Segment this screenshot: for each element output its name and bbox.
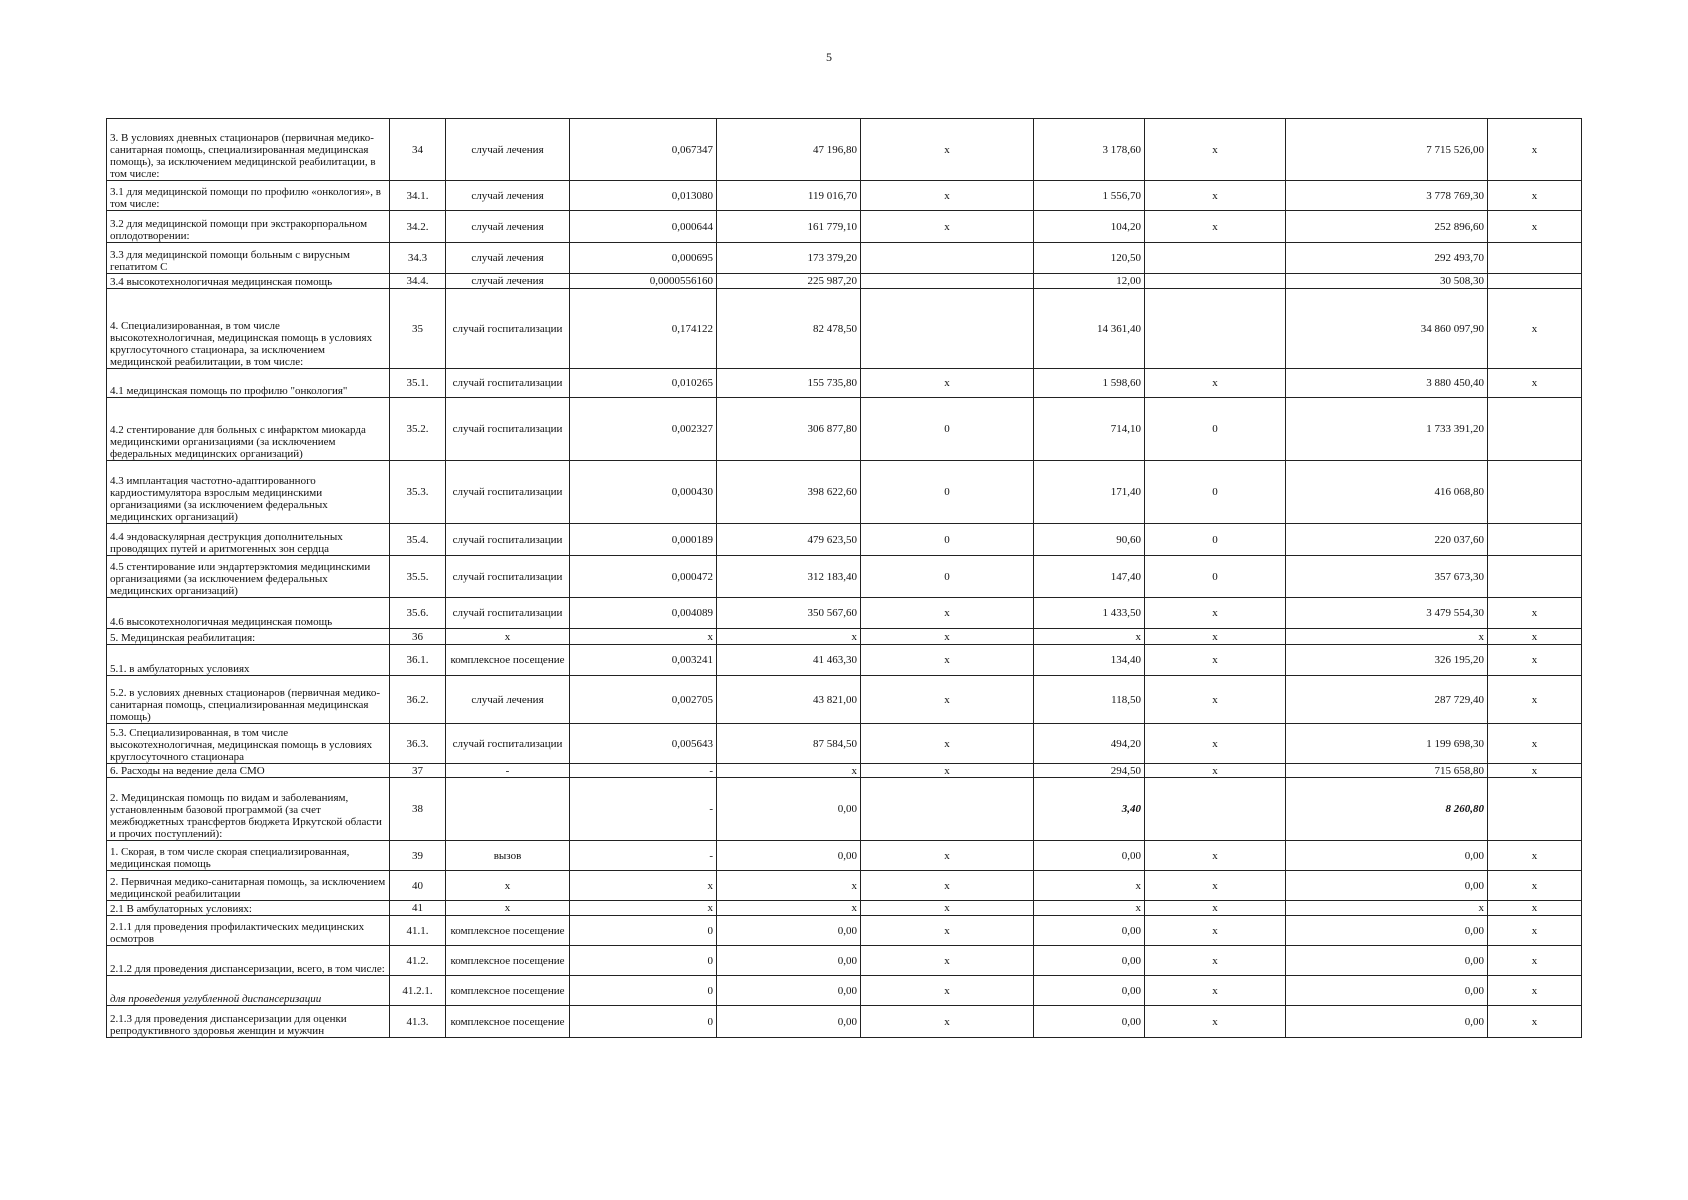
row-unit: случай лечения <box>446 211 570 243</box>
row-value-3: х <box>861 676 1034 724</box>
row-value-1: 0,067347 <box>570 119 717 181</box>
row-code: 41.2.1. <box>390 976 446 1006</box>
row-value-1: х <box>570 901 717 916</box>
row-code: 40 <box>390 871 446 901</box>
row-code: 35.6. <box>390 598 446 629</box>
table-row <box>107 871 1582 901</box>
row-value-1: 0,000695 <box>570 243 717 274</box>
row-value-7 <box>1488 461 1582 524</box>
row-value-5: х <box>1145 1006 1286 1038</box>
row-value-5 <box>1145 289 1286 369</box>
row-value-7: х <box>1488 901 1582 916</box>
row-unit: случай госпитализации <box>446 598 570 629</box>
table-row <box>107 1006 1582 1038</box>
row-unit: случай госпитализации <box>446 724 570 764</box>
row-code: 35 <box>390 289 446 369</box>
row-value-1: 0,002327 <box>570 398 717 461</box>
row-value-5: х <box>1145 181 1286 211</box>
row-value-4: 3 178,60 <box>1034 119 1145 181</box>
row-value-7: х <box>1488 1006 1582 1038</box>
row-value-2: х <box>717 901 861 916</box>
row-value-2: 0,00 <box>717 778 861 841</box>
row-unit <box>446 778 570 841</box>
row-value-2: 0,00 <box>717 916 861 946</box>
row-code: 41.2. <box>390 946 446 976</box>
page-number: 5 <box>826 50 832 64</box>
row-value-4: 12,00 <box>1034 274 1145 289</box>
row-value-4: 118,50 <box>1034 676 1145 724</box>
row-value-7: х <box>1488 629 1582 645</box>
data-table <box>106 118 1582 1038</box>
row-value-4: х <box>1034 629 1145 645</box>
row-value-5: 0 <box>1145 461 1286 524</box>
row-value-2: 350 567,60 <box>717 598 861 629</box>
row-value-3: х <box>861 119 1034 181</box>
row-name: 2.1.3 для проведения диспансеризации для оценки репродуктивного здоровья женщин и мужчин <box>107 1006 390 1038</box>
row-value-6: 292 493,70 <box>1286 243 1488 274</box>
row-value-2: 43 821,00 <box>717 676 861 724</box>
row-value-3: х <box>861 871 1034 901</box>
row-value-1: 0,004089 <box>570 598 717 629</box>
row-value-7: х <box>1488 289 1582 369</box>
row-value-7 <box>1488 524 1582 556</box>
row-value-3: 0 <box>861 556 1034 598</box>
table-row <box>107 181 1582 211</box>
row-value-4: 90,60 <box>1034 524 1145 556</box>
row-value-3: х <box>861 946 1034 976</box>
row-value-5: х <box>1145 598 1286 629</box>
row-value-6: 3 778 769,30 <box>1286 181 1488 211</box>
row-value-5: х <box>1145 369 1286 398</box>
table-row <box>107 629 1582 645</box>
table-row <box>107 724 1582 764</box>
row-value-3: х <box>861 841 1034 871</box>
row-value-1: 0,000189 <box>570 524 717 556</box>
row-name: 5.1. в амбулаторных условиях <box>107 645 390 676</box>
table-row <box>107 289 1582 369</box>
row-value-2: х <box>717 764 861 778</box>
row-value-2: 161 779,10 <box>717 211 861 243</box>
row-value-6: 1 199 698,30 <box>1286 724 1488 764</box>
row-value-5 <box>1145 778 1286 841</box>
table-row <box>107 274 1582 289</box>
row-value-2: х <box>717 629 861 645</box>
row-value-1: - <box>570 778 717 841</box>
row-value-5: 0 <box>1145 398 1286 461</box>
row-name: 3.1 для медицинской помощи по профилю «онкология», в том числе: <box>107 181 390 211</box>
row-value-6: 34 860 097,90 <box>1286 289 1488 369</box>
row-value-1: 0,174122 <box>570 289 717 369</box>
row-value-3: х <box>861 598 1034 629</box>
row-value-7: х <box>1488 916 1582 946</box>
row-value-1: 0 <box>570 946 717 976</box>
row-value-6: 0,00 <box>1286 1006 1488 1038</box>
row-name: 3.3 для медицинской помощи больным с вирусным гепатитом С <box>107 243 390 274</box>
row-name: 4.4 эндоваскулярная деструкция дополнительных проводящих путей и аритмогенных зон сердца <box>107 524 390 556</box>
row-name: 2.1.2 для проведения диспансеризации, всего, в том числе: <box>107 946 390 976</box>
row-value-4: 14 361,40 <box>1034 289 1145 369</box>
row-name: 4.3 имплантация частотно-адаптированного кардиостимулятора взрослым медицинскими организациями (за исключением федеральных медицинских организаций) <box>107 461 390 524</box>
row-unit: комплексное посещение <box>446 645 570 676</box>
row-value-1: 0,010265 <box>570 369 717 398</box>
row-value-2: 41 463,30 <box>717 645 861 676</box>
table-row <box>107 598 1582 629</box>
row-value-7: х <box>1488 211 1582 243</box>
row-value-4: 1 598,60 <box>1034 369 1145 398</box>
row-value-5 <box>1145 274 1286 289</box>
row-value-3 <box>861 289 1034 369</box>
table-row <box>107 645 1582 676</box>
table-row <box>107 901 1582 916</box>
row-code: 34.1. <box>390 181 446 211</box>
row-value-1: 0,002705 <box>570 676 717 724</box>
table-row <box>107 946 1582 976</box>
row-unit: случай лечения <box>446 676 570 724</box>
row-value-4: 1 556,70 <box>1034 181 1145 211</box>
row-value-1: - <box>570 841 717 871</box>
row-value-7: х <box>1488 841 1582 871</box>
table-row <box>107 976 1582 1006</box>
row-value-6: 8 260,80 <box>1286 778 1488 841</box>
row-name: 4.2 стентирование для больных с инфарктом миокарда медицинскими организациями (за исключением федеральных медицинских организаций) <box>107 398 390 461</box>
row-value-1: 0 <box>570 976 717 1006</box>
row-value-6: 0,00 <box>1286 871 1488 901</box>
row-code: 35.1. <box>390 369 446 398</box>
row-value-3: х <box>861 645 1034 676</box>
row-value-6: х <box>1286 629 1488 645</box>
row-value-6: 1 733 391,20 <box>1286 398 1488 461</box>
row-value-2: 82 478,50 <box>717 289 861 369</box>
row-value-3: х <box>861 1006 1034 1038</box>
row-name: 2. Медицинская помощь по видам и заболеваниям, установленным базовой программой (за счет межбюджетных трансфертов бюджета Иркутской области и прочих поступлений): <box>107 778 390 841</box>
row-unit: случай лечения <box>446 243 570 274</box>
row-value-7: х <box>1488 976 1582 1006</box>
row-value-2: 0,00 <box>717 976 861 1006</box>
row-unit: случай госпитализации <box>446 524 570 556</box>
table-row <box>107 524 1582 556</box>
row-value-2: 0,00 <box>717 841 861 871</box>
row-value-3: х <box>861 916 1034 946</box>
row-value-1: 0,000430 <box>570 461 717 524</box>
row-code: 35.4. <box>390 524 446 556</box>
row-value-2: 47 196,80 <box>717 119 861 181</box>
row-code: 39 <box>390 841 446 871</box>
row-value-7: х <box>1488 764 1582 778</box>
row-value-5: х <box>1145 629 1286 645</box>
row-name: 5. Медицинская реабилитация: <box>107 629 390 645</box>
row-value-6: х <box>1286 901 1488 916</box>
table-row <box>107 369 1582 398</box>
row-value-5: х <box>1145 976 1286 1006</box>
row-name: 1. Скорая, в том числе скорая специализированная, медицинская помощь <box>107 841 390 871</box>
row-code: 36.2. <box>390 676 446 724</box>
row-code: 35.3. <box>390 461 446 524</box>
row-value-1: 0,000472 <box>570 556 717 598</box>
row-value-5: х <box>1145 841 1286 871</box>
row-value-1: 0 <box>570 1006 717 1038</box>
row-value-7: х <box>1488 724 1582 764</box>
row-value-6: 220 037,60 <box>1286 524 1488 556</box>
row-value-6: 0,00 <box>1286 841 1488 871</box>
row-value-5: х <box>1145 946 1286 976</box>
table-row <box>107 676 1582 724</box>
row-code: 35.2. <box>390 398 446 461</box>
row-value-5: х <box>1145 645 1286 676</box>
row-unit: случай госпитализации <box>446 289 570 369</box>
row-value-3: 0 <box>861 461 1034 524</box>
row-value-3: х <box>861 369 1034 398</box>
row-code: 34 <box>390 119 446 181</box>
row-value-1: 0,003241 <box>570 645 717 676</box>
row-value-6: 0,00 <box>1286 946 1488 976</box>
row-unit: случай госпитализации <box>446 398 570 461</box>
row-value-6: 287 729,40 <box>1286 676 1488 724</box>
row-code: 41 <box>390 901 446 916</box>
table-row <box>107 211 1582 243</box>
row-value-4: 3,40 <box>1034 778 1145 841</box>
row-value-3 <box>861 243 1034 274</box>
row-value-2: 0,00 <box>717 1006 861 1038</box>
row-value-5 <box>1145 243 1286 274</box>
row-value-4: 104,20 <box>1034 211 1145 243</box>
row-code: 35.5. <box>390 556 446 598</box>
row-name: для проведения углубленной диспансеризации <box>107 976 390 1006</box>
row-name: 4. Специализированная, в том числе высокотехнологичная, медицинская помощь в условиях круглосуточного стационара, за исключением медицинской реабилитации, в том числе: <box>107 289 390 369</box>
row-value-3 <box>861 274 1034 289</box>
row-value-5: х <box>1145 724 1286 764</box>
row-value-5: х <box>1145 871 1286 901</box>
row-value-2: 225 987,20 <box>717 274 861 289</box>
row-unit: случай госпитализации <box>446 461 570 524</box>
row-value-6: 0,00 <box>1286 976 1488 1006</box>
row-value-3: х <box>861 181 1034 211</box>
row-value-4: 494,20 <box>1034 724 1145 764</box>
row-value-2: 155 735,80 <box>717 369 861 398</box>
row-code: 38 <box>390 778 446 841</box>
table-row <box>107 841 1582 871</box>
table-row <box>107 119 1582 181</box>
row-unit: случай лечения <box>446 119 570 181</box>
row-value-7: х <box>1488 598 1582 629</box>
row-name: 3. В условиях дневных стационаров (первичная медико-санитарная помощь, специализированная медицинская помощь), за исключением медицинской реабилитации, в том числе: <box>107 119 390 181</box>
row-unit: х <box>446 629 570 645</box>
table-row <box>107 398 1582 461</box>
row-unit: комплексное посещение <box>446 1006 570 1038</box>
row-value-1: - <box>570 764 717 778</box>
row-value-6: 715 658,80 <box>1286 764 1488 778</box>
row-value-4: х <box>1034 871 1145 901</box>
row-value-7 <box>1488 778 1582 841</box>
row-value-7: х <box>1488 645 1582 676</box>
row-value-6: 357 673,30 <box>1286 556 1488 598</box>
row-value-6: 326 195,20 <box>1286 645 1488 676</box>
row-value-3: 0 <box>861 524 1034 556</box>
row-value-4: 0,00 <box>1034 1006 1145 1038</box>
row-value-3: х <box>861 629 1034 645</box>
row-name: 6. Расходы на ведение дела СМО <box>107 764 390 778</box>
row-value-2: 173 379,20 <box>717 243 861 274</box>
row-name: 3.2 для медицинской помощи при экстракорпоральном оплодотворении: <box>107 211 390 243</box>
row-value-7: х <box>1488 676 1582 724</box>
table-row <box>107 778 1582 841</box>
row-unit: случай госпитализации <box>446 369 570 398</box>
row-unit: х <box>446 901 570 916</box>
row-value-2: 312 183,40 <box>717 556 861 598</box>
row-code: 36 <box>390 629 446 645</box>
row-value-4: 171,40 <box>1034 461 1145 524</box>
row-value-2: 479 623,50 <box>717 524 861 556</box>
row-unit: комплексное посещение <box>446 916 570 946</box>
row-value-7 <box>1488 556 1582 598</box>
row-unit: комплексное посещение <box>446 946 570 976</box>
row-value-4: 0,00 <box>1034 946 1145 976</box>
row-unit: случай лечения <box>446 181 570 211</box>
row-value-1: х <box>570 629 717 645</box>
row-code: 34.2. <box>390 211 446 243</box>
table-row <box>107 556 1582 598</box>
row-value-5: х <box>1145 211 1286 243</box>
row-value-4: 0,00 <box>1034 976 1145 1006</box>
row-value-7: х <box>1488 946 1582 976</box>
row-value-3: 0 <box>861 398 1034 461</box>
row-code: 34.4. <box>390 274 446 289</box>
table-row <box>107 243 1582 274</box>
row-code: 41.3. <box>390 1006 446 1038</box>
row-value-2: 119 016,70 <box>717 181 861 211</box>
row-name: 2. Первичная медико-санитарная помощь, за исключением медицинской реабилитации <box>107 871 390 901</box>
row-value-5: 0 <box>1145 556 1286 598</box>
row-value-5: х <box>1145 901 1286 916</box>
row-value-4: 147,40 <box>1034 556 1145 598</box>
row-value-6: 252 896,60 <box>1286 211 1488 243</box>
table-row <box>107 461 1582 524</box>
row-unit: комплексное посещение <box>446 976 570 1006</box>
row-unit: случай лечения <box>446 274 570 289</box>
row-code: 37 <box>390 764 446 778</box>
row-value-5: х <box>1145 764 1286 778</box>
row-value-3: х <box>861 764 1034 778</box>
row-value-1: 0,000644 <box>570 211 717 243</box>
row-value-7: х <box>1488 369 1582 398</box>
row-value-1: 0 <box>570 916 717 946</box>
row-value-3: х <box>861 976 1034 1006</box>
row-unit: х <box>446 871 570 901</box>
row-value-6: 3 479 554,30 <box>1286 598 1488 629</box>
row-value-3: х <box>861 724 1034 764</box>
row-value-7: х <box>1488 181 1582 211</box>
row-value-2: 306 877,80 <box>717 398 861 461</box>
row-value-2: 87 584,50 <box>717 724 861 764</box>
row-name: 2.1 В амбулаторных условиях: <box>107 901 390 916</box>
row-name: 3.4 высокотехнологичная медицинская помощь <box>107 274 390 289</box>
row-value-7: х <box>1488 871 1582 901</box>
row-value-2: 398 622,60 <box>717 461 861 524</box>
row-unit: случай госпитализации <box>446 556 570 598</box>
row-value-4: 0,00 <box>1034 916 1145 946</box>
row-value-4: 134,40 <box>1034 645 1145 676</box>
row-value-1: 0,013080 <box>570 181 717 211</box>
row-name: 5.3. Специализированная, в том числе высокотехнологичная, медицинская помощь в условиях круглосуточного стационара <box>107 724 390 764</box>
row-value-1: 0,005643 <box>570 724 717 764</box>
row-code: 36.1. <box>390 645 446 676</box>
table-row <box>107 764 1582 778</box>
row-value-2: х <box>717 871 861 901</box>
row-value-7 <box>1488 398 1582 461</box>
row-value-5: х <box>1145 676 1286 724</box>
row-value-4: 294,50 <box>1034 764 1145 778</box>
row-unit: - <box>446 764 570 778</box>
row-value-7 <box>1488 243 1582 274</box>
row-value-2: 0,00 <box>717 946 861 976</box>
table-row <box>107 916 1582 946</box>
row-code: 41.1. <box>390 916 446 946</box>
row-value-7: х <box>1488 119 1582 181</box>
row-value-4: 714,10 <box>1034 398 1145 461</box>
row-value-4: 0,00 <box>1034 841 1145 871</box>
row-value-5: х <box>1145 916 1286 946</box>
row-value-4: 1 433,50 <box>1034 598 1145 629</box>
row-value-3: х <box>861 901 1034 916</box>
row-value-6: 0,00 <box>1286 916 1488 946</box>
row-name: 4.6 высокотехнологичная медицинская помощь <box>107 598 390 629</box>
row-name: 4.1 медицинская помощь по профилю "онкология" <box>107 369 390 398</box>
row-value-5: х <box>1145 119 1286 181</box>
row-value-1: 0,0000556160 <box>570 274 717 289</box>
row-value-3 <box>861 778 1034 841</box>
row-value-6: 3 880 450,40 <box>1286 369 1488 398</box>
row-value-6: 416 068,80 <box>1286 461 1488 524</box>
row-code: 36.3. <box>390 724 446 764</box>
row-value-6: 30 508,30 <box>1286 274 1488 289</box>
row-value-1: х <box>570 871 717 901</box>
row-name: 4.5 стентирование или эндартерэктомия медицинскими организациями (за исключением федеральных медицинских организаций) <box>107 556 390 598</box>
row-value-5: 0 <box>1145 524 1286 556</box>
row-name: 2.1.1 для проведения профилактических медицинских осмотров <box>107 916 390 946</box>
row-value-3: х <box>861 211 1034 243</box>
row-value-7 <box>1488 274 1582 289</box>
row-value-4: 120,50 <box>1034 243 1145 274</box>
row-value-4: х <box>1034 901 1145 916</box>
row-code: 34.3 <box>390 243 446 274</box>
row-value-6: 7 715 526,00 <box>1286 119 1488 181</box>
row-unit: вызов <box>446 841 570 871</box>
row-name: 5.2. в условиях дневных стационаров (первичная медико-санитарная помощь, специализированная медицинская помощь) <box>107 676 390 724</box>
